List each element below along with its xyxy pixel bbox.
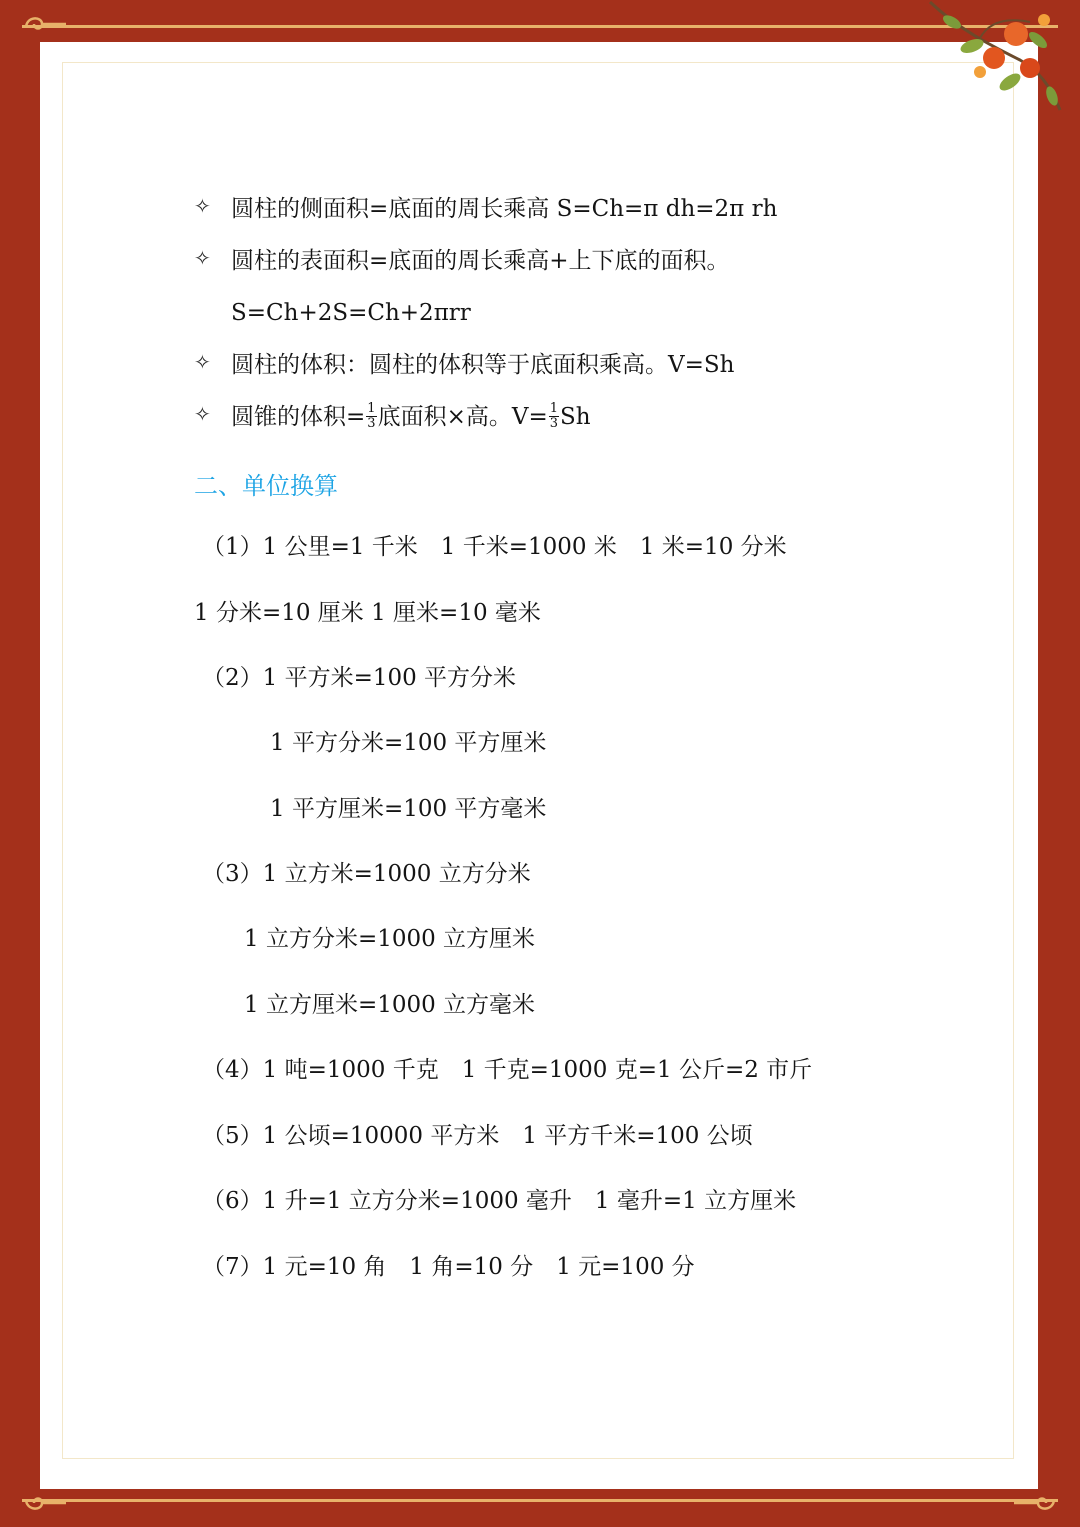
one-third-fraction (366, 402, 376, 431)
bullet-icon: ✧ (194, 194, 211, 218)
cylinder-surface-area-equation: S=Ch+2S=Ch+2πrr (231, 300, 471, 326)
cone-volume-text-pre: 圆锥的体积= (231, 404, 366, 430)
fraction-numerator: 1 (549, 400, 558, 416)
cone-volume-text-mid: 底面积×高。V= (377, 404, 548, 430)
section-heading: 二、单位换算 (194, 472, 338, 500)
conversion-line-length: （1）1 公里=1 千米 1 千米=1000 米 1 米=10 分米 (202, 534, 787, 560)
conversion-line-area-cont: 1 平方分米=100 平方厘米 (270, 730, 547, 756)
bullet-icon: ✧ (194, 246, 211, 270)
persimmon-branch-icon (920, 0, 1070, 115)
fraction-denominator: 3 (549, 415, 558, 431)
cylinder-surface-area-formula: 圆柱的表面积=底面的周长乘高+上下底的面积。 (231, 248, 730, 274)
bullet-icon: ✧ (194, 350, 211, 374)
conversion-line-volume: （3）1 立方米=1000 立方分米 (202, 861, 531, 887)
conversion-line-volume-cont: 1 立方分米=1000 立方厘米 (244, 926, 536, 952)
fraction-numerator: 1 (367, 400, 376, 416)
corner-swirl-bottom-left-icon (22, 1495, 68, 1515)
conversion-line-land-area: （5）1 公顷=10000 平方米 1 平方千米=100 公顷 (202, 1123, 753, 1149)
frame-top-line (22, 25, 1058, 28)
corner-swirl-top-left-icon (22, 12, 68, 32)
cylinder-volume-formula: 圆柱的体积：圆柱的体积等于底面积乘高。V=Sh (231, 352, 735, 378)
conversion-line-mass: （4）1 吨=1000 千克 1 千克=1000 克=1 公斤=2 市斤 (202, 1057, 813, 1083)
frame-bottom-line (22, 1499, 1058, 1502)
conversion-line-area: （2）1 平方米=100 平方分米 (202, 665, 517, 691)
conversion-line-capacity: （6）1 升=1 立方分米=1000 毫升 1 毫升=1 立方厘米 (202, 1188, 797, 1214)
bullet-icon: ✧ (194, 402, 211, 426)
cone-volume-formula (231, 402, 591, 433)
fraction-denominator: 3 (367, 415, 376, 431)
cylinder-side-area-formula: 圆柱的侧面积=底面的周长乘高 S=Ch=π dh=2π rh (231, 196, 778, 222)
conversion-line-length-cont: 1 分米=10 厘米 1 厘米=10 毫米 (194, 600, 541, 626)
conversion-line-volume-cont: 1 立方厘米=1000 立方毫米 (244, 992, 536, 1018)
conversion-line-currency: （7）1 元=10 角 1 角=10 分 1 元=100 分 (202, 1254, 695, 1280)
one-third-fraction (549, 402, 559, 431)
conversion-line-area-cont: 1 平方厘米=100 平方毫米 (270, 796, 547, 822)
corner-swirl-bottom-right-icon (1012, 1495, 1058, 1515)
cone-volume-text-post: Sh (560, 404, 591, 430)
